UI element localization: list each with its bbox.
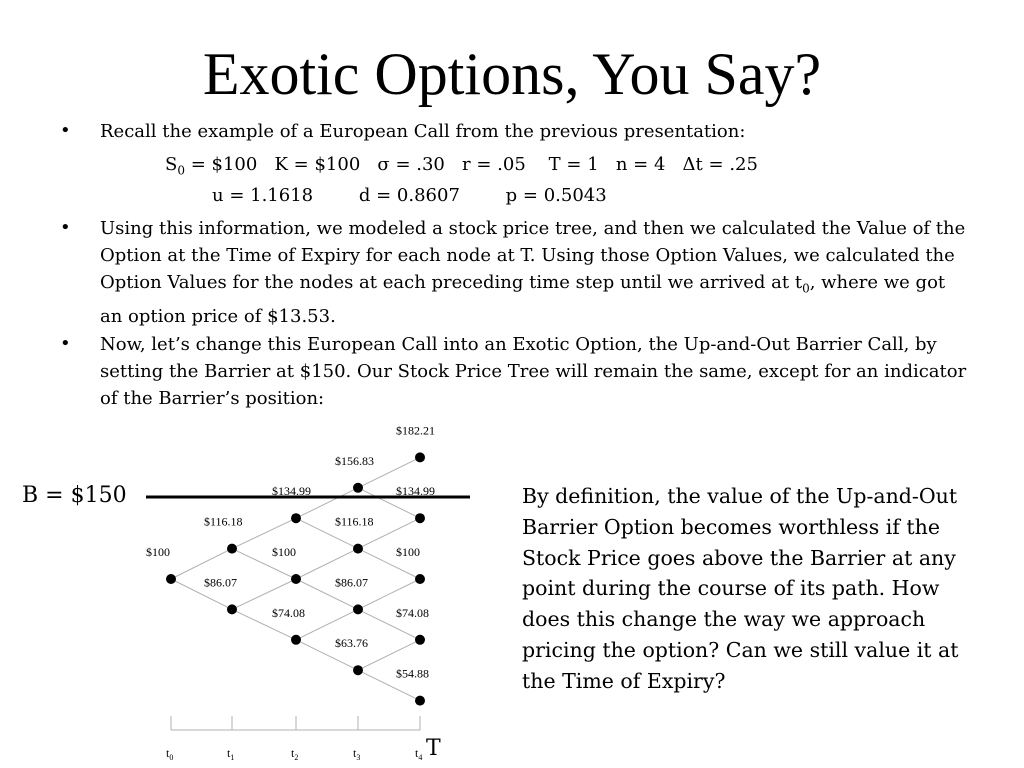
parameter-line-2: u = 1.1618 d = 0.8607 p = 0.5043 xyxy=(212,185,607,206)
time-step-label: $t_3$ xyxy=(353,746,361,762)
tree-node xyxy=(415,513,425,523)
tree-node xyxy=(227,604,237,614)
node-price-label: $100 xyxy=(396,545,420,559)
tree-node xyxy=(291,635,301,645)
tree-node xyxy=(353,604,363,614)
tree-node xyxy=(415,696,425,706)
time-step-label: $t_0$ xyxy=(166,746,174,762)
node-price-label: $74.08 xyxy=(272,605,305,620)
slide-title: Exotic Options, You Say? xyxy=(202,41,822,107)
parameter-values: = $100 K = $100 σ = .30 r = .05 T = 1 n = 4 Δt = .25 xyxy=(184,154,758,175)
barrier-explanation: By definition, the value of the Up-and-Out Barrier Option becomes worthless if the Stock Price goes above the Barrier at any point during the course of its path. How does this change the way we approach pricing the option? Can we still value it at the Time of Expiry? xyxy=(522,484,959,693)
expiry-time-label: T xyxy=(426,736,441,761)
node-price-label: $86.07 xyxy=(204,575,237,590)
tree-node xyxy=(415,452,425,462)
bullet-recall: Recall the example of a European Call from the previous presentation: xyxy=(100,121,746,142)
time-step-label: $t_1$ xyxy=(227,746,235,762)
tree-node xyxy=(353,665,363,675)
barrier-label: B = $150 xyxy=(22,483,127,508)
time-step-label: $t_2$ xyxy=(291,746,299,762)
tree-node xyxy=(291,574,301,584)
tree-node xyxy=(227,544,237,554)
node-price-label: $182.21 xyxy=(396,423,435,438)
node-price-label: $86.07 xyxy=(335,575,368,590)
node-price-label: $134.99 xyxy=(396,484,435,499)
node-price-label: $100 xyxy=(272,545,296,559)
node-price-label: $74.08 xyxy=(396,605,429,620)
node-price-label: $54.88 xyxy=(396,666,429,681)
s0-symbol: S xyxy=(165,154,178,175)
s0-subscript: 0 xyxy=(177,163,185,178)
tree-node xyxy=(353,483,363,493)
tree-node xyxy=(353,544,363,554)
bullet-tree-text: Using this information, we modeled a stock price tree, and then we calculated the Value of the Option at the Time of Expiry for each node at T. Using those Option Values, we calculated the Option Values for the nodes at each preceding time step until we arrived at t xyxy=(100,218,966,293)
node-price-label: $156.83 xyxy=(335,453,374,468)
time-step-label: $t_4$ xyxy=(415,746,423,762)
node-price-label: $63.76 xyxy=(335,636,368,651)
tree-node xyxy=(415,635,425,645)
tree-node xyxy=(291,513,301,523)
node-price-label: $100 xyxy=(146,545,170,559)
node-price-label: $134.99 xyxy=(272,484,311,499)
bullet-marker: • xyxy=(60,333,71,354)
t0-subscript: 0 xyxy=(802,281,810,296)
tree-node xyxy=(166,574,176,584)
bullet-marker: • xyxy=(60,120,71,141)
node-price-label: $116.18 xyxy=(204,514,243,529)
bullet-marker: • xyxy=(60,217,71,238)
bullet-barrier-intro: Now, let’s change this European Call into an Exotic Option, the Up-and-Out Barrier Call, by setting the Barrier at $150. Our Stock Price Tree will remain the same, except for an indicator of the Barrier’s position: xyxy=(100,334,967,409)
bullet-tree-text-end: , where we got an option price of $13.53. xyxy=(100,272,946,327)
node-price-label: $116.18 xyxy=(335,514,374,529)
tree-node xyxy=(415,574,425,584)
